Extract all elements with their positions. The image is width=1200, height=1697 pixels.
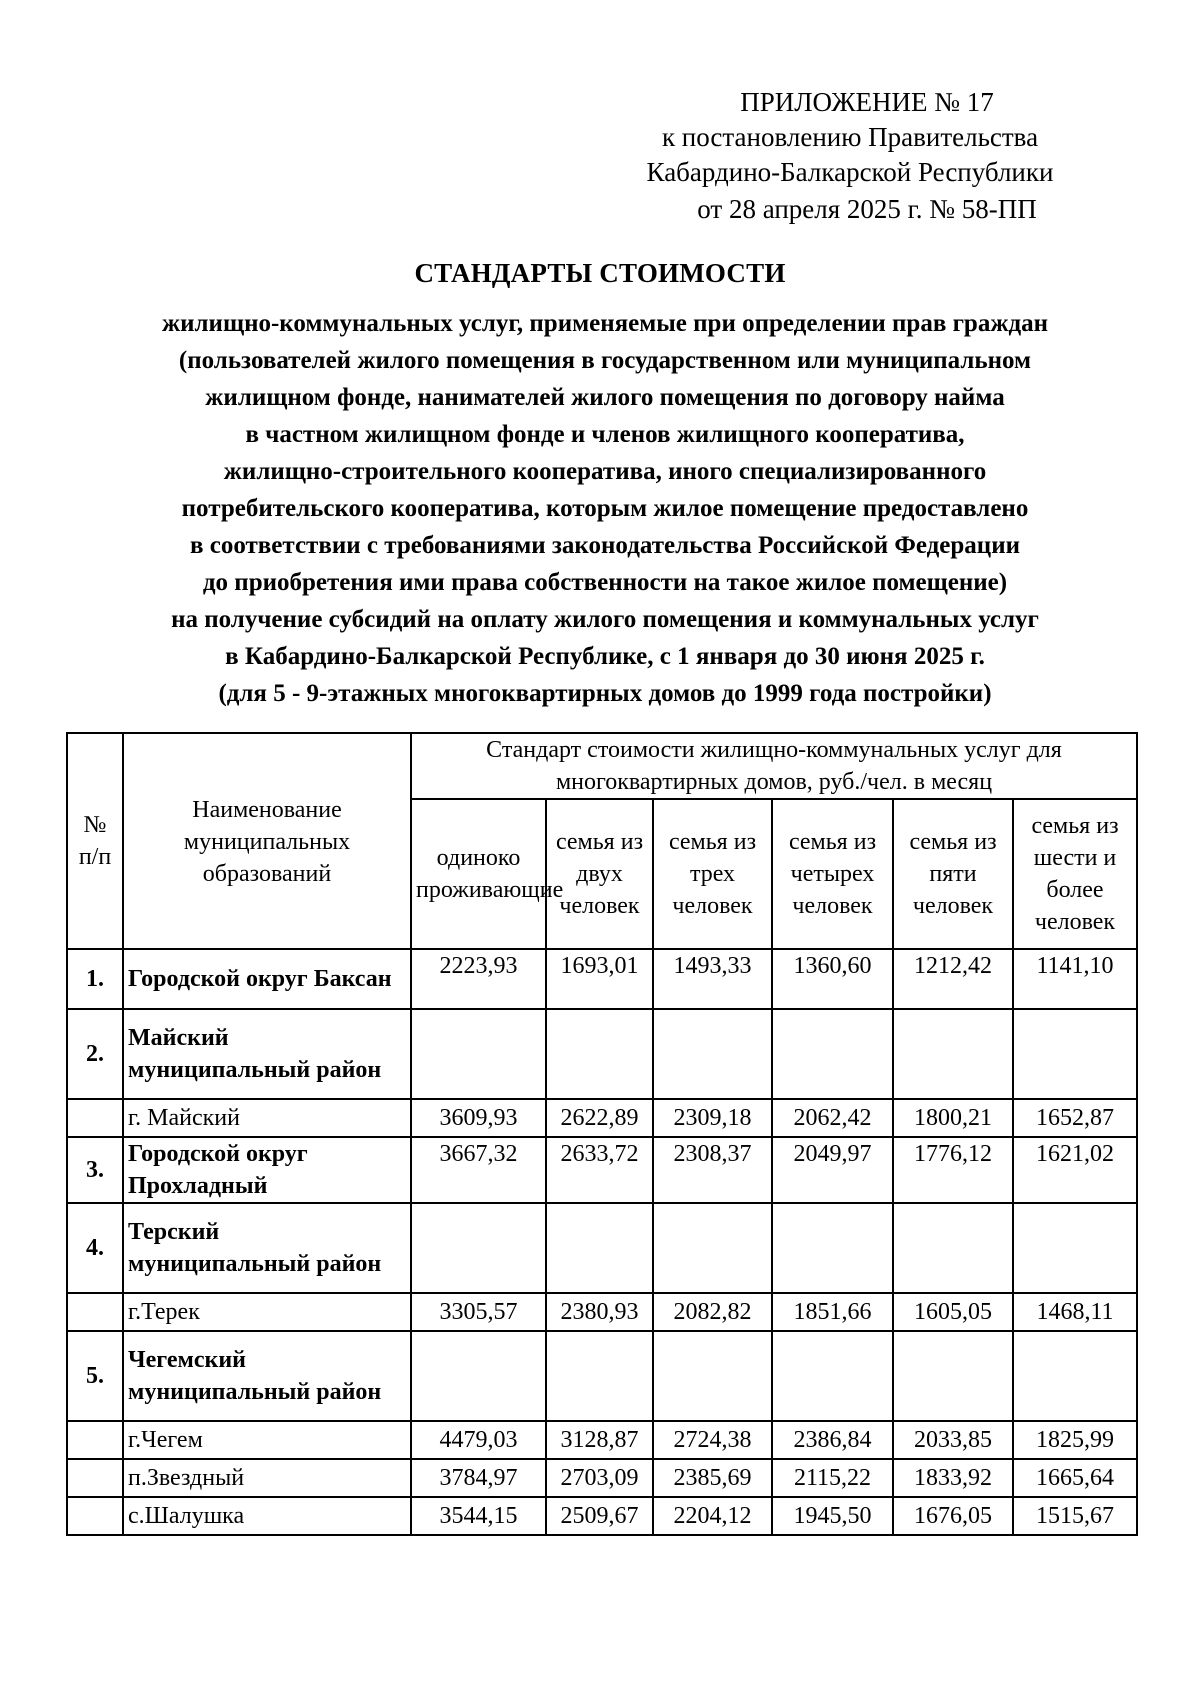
municipality-name: г. Майский [123,1099,411,1137]
value-cell: 3544,15 [411,1497,546,1535]
value-cell: 1493,33 [653,949,772,1009]
value-cell: 1360,60 [772,949,893,1009]
header-number: № п/п [67,733,123,949]
value-cell: 1825,99 [1013,1421,1137,1459]
value-cell: 2724,38 [653,1421,772,1459]
value-cell: 3305,57 [411,1293,546,1331]
value-cell: 1652,87 [1013,1099,1137,1137]
appendix-number: ПРИЛОЖЕНИЕ № 17 [740,87,994,117]
document-title: СТАНДАРТЫ СТОИМОСТИ [414,258,786,288]
header-col-single: одиноко проживающие [411,799,546,949]
value-cell: 2062,42 [772,1099,893,1137]
value-cell [772,1203,893,1293]
value-cell: 3609,93 [411,1099,546,1137]
value-cell: 1833,92 [893,1459,1013,1497]
municipality-name: с.Шалушка [123,1497,411,1535]
municipality-name: Городской округ Прохладный [123,1137,411,1203]
value-cell [411,1009,546,1099]
header-standard-group: Стандарт стоимости жилищно-коммунальных услуг для многоквартирных домов, руб./чел. в месяц [411,733,1137,799]
value-cell [772,1009,893,1099]
row-number [67,1497,123,1535]
subtitle-line: (для 5 - 9-этажных многоквартирных домов до 1999 года постройки) [218,680,992,707]
municipality-name: Чегемский муниципальный район [123,1331,411,1421]
table-row [67,1293,1137,1331]
value-cell: 1945,50 [772,1497,893,1535]
municipality-name: Майский муниципальный район [123,1009,411,1099]
value-cell [1013,1009,1137,1099]
row-number [67,1293,123,1331]
value-cell: 2308,37 [653,1137,772,1203]
table-row [67,1459,1137,1497]
value-cell: 2633,72 [546,1137,653,1203]
value-cell [1013,1203,1137,1293]
header-col-two: семья из двух человек [546,799,653,949]
value-cell: 2115,22 [772,1459,893,1497]
value-cell: 1212,42 [893,949,1013,1009]
municipality-name: Городской округ Баксан [123,949,411,1009]
value-cell: 1141,10 [1013,949,1137,1009]
table-row [67,1331,1137,1421]
row-number [67,1099,123,1137]
value-cell: 2049,97 [772,1137,893,1203]
cost-standards-table [66,732,1138,1536]
value-cell: 2033,85 [893,1421,1013,1459]
subtitle-line: жилищно-коммунальных услуг, применяемые при определении прав граждан [162,310,1048,337]
header-name: Наименование муниципальных образований [123,733,411,949]
value-cell: 3784,97 [411,1459,546,1497]
value-cell: 2509,67 [546,1497,653,1535]
header-col-four: семья из четырех человек [772,799,893,949]
value-cell: 4479,03 [411,1421,546,1459]
appendix-republic: Кабардино-Балкарской Республики [646,157,1054,187]
value-cell [1013,1331,1137,1421]
value-cell [772,1331,893,1421]
value-cell [546,1203,653,1293]
value-cell: 2385,69 [653,1459,772,1497]
value-cell: 1851,66 [772,1293,893,1331]
subtitle-line: жилищном фонде, нанимателей жилого помещения по договору найма [205,384,1005,411]
value-cell [893,1331,1013,1421]
row-number: 4. [67,1203,123,1293]
subtitle-line: (пользователей жилого помещения в государственном или муниципальном [178,347,1032,374]
value-cell [546,1331,653,1421]
table-row [67,1421,1137,1459]
value-cell: 2380,93 [546,1293,653,1331]
subtitle-line: до приобретения ими права собственности на такое жилое помещение) [202,569,1008,596]
value-cell: 1776,12 [893,1137,1013,1203]
value-cell: 1468,11 [1013,1293,1137,1331]
value-cell [653,1203,772,1293]
subtitle-line: жилищно-строительного кооператива, иного специализированного [223,458,987,485]
header-col-six: семья из шести и более человек [1013,799,1137,949]
value-cell [893,1009,1013,1099]
value-cell: 2703,09 [546,1459,653,1497]
value-cell: 1665,64 [1013,1459,1137,1497]
value-cell [893,1203,1013,1293]
value-cell: 1693,01 [546,949,653,1009]
value-cell: 2223,93 [411,949,546,1009]
row-number [67,1421,123,1459]
table-row [67,1203,1137,1293]
value-cell [653,1331,772,1421]
value-cell: 1605,05 [893,1293,1013,1331]
row-number [67,1459,123,1497]
value-cell: 1800,21 [893,1099,1013,1137]
table-row [67,1009,1137,1099]
appendix-header [600,85,1100,227]
appendix-reference: к постановлению Правительства [661,122,1039,152]
value-cell: 1676,05 [893,1497,1013,1535]
row-number: 5. [67,1331,123,1421]
municipality-name: Терский муниципальный район [123,1203,411,1293]
municipality-name: г.Терек [123,1293,411,1331]
row-number: 1. [67,949,123,1009]
subtitle-line: в Кабардино-Балкарской Республике, с 1 января до 30 июня 2025 г. [225,643,985,670]
value-cell [653,1009,772,1099]
value-cell: 1515,67 [1013,1497,1137,1535]
subtitle-line: на получение субсидий на оплату жилого помещения и коммунальных услуг [171,606,1039,633]
value-cell: 2622,89 [546,1099,653,1137]
header-col-five: семья из пяти человек [893,799,1013,949]
value-cell: 3667,32 [411,1137,546,1203]
value-cell: 1621,02 [1013,1137,1137,1203]
value-cell [546,1009,653,1099]
value-cell: 2386,84 [772,1421,893,1459]
appendix-date: от 28 апреля 2025 г. № 58-ПП [697,194,1037,224]
subtitle-line: в частном жилищном фонде и членов жилищного кооператива, [245,421,965,448]
value-cell: 3128,87 [546,1421,653,1459]
value-cell: 2082,82 [653,1293,772,1331]
value-cell [411,1331,546,1421]
row-number: 2. [67,1009,123,1099]
table-row [67,1099,1137,1137]
value-cell: 2204,12 [653,1497,772,1535]
subtitle-line: в соответствии с требованиями законодательства Российской Федерации [189,532,1021,559]
municipality-name: п.Звездный [123,1459,411,1497]
subtitle-line: потребительского кооператива, которым жилое помещение предоставлено [181,495,1029,522]
value-cell: 2309,18 [653,1099,772,1137]
table-row [67,1137,1137,1203]
document-subtitle [90,305,1120,712]
value-cell [411,1203,546,1293]
row-number: 3. [67,1137,123,1203]
table-row [67,1497,1137,1535]
table-row [67,949,1137,1009]
header-col-three: семья из трех человек [653,799,772,949]
municipality-name: г.Чегем [123,1421,411,1459]
